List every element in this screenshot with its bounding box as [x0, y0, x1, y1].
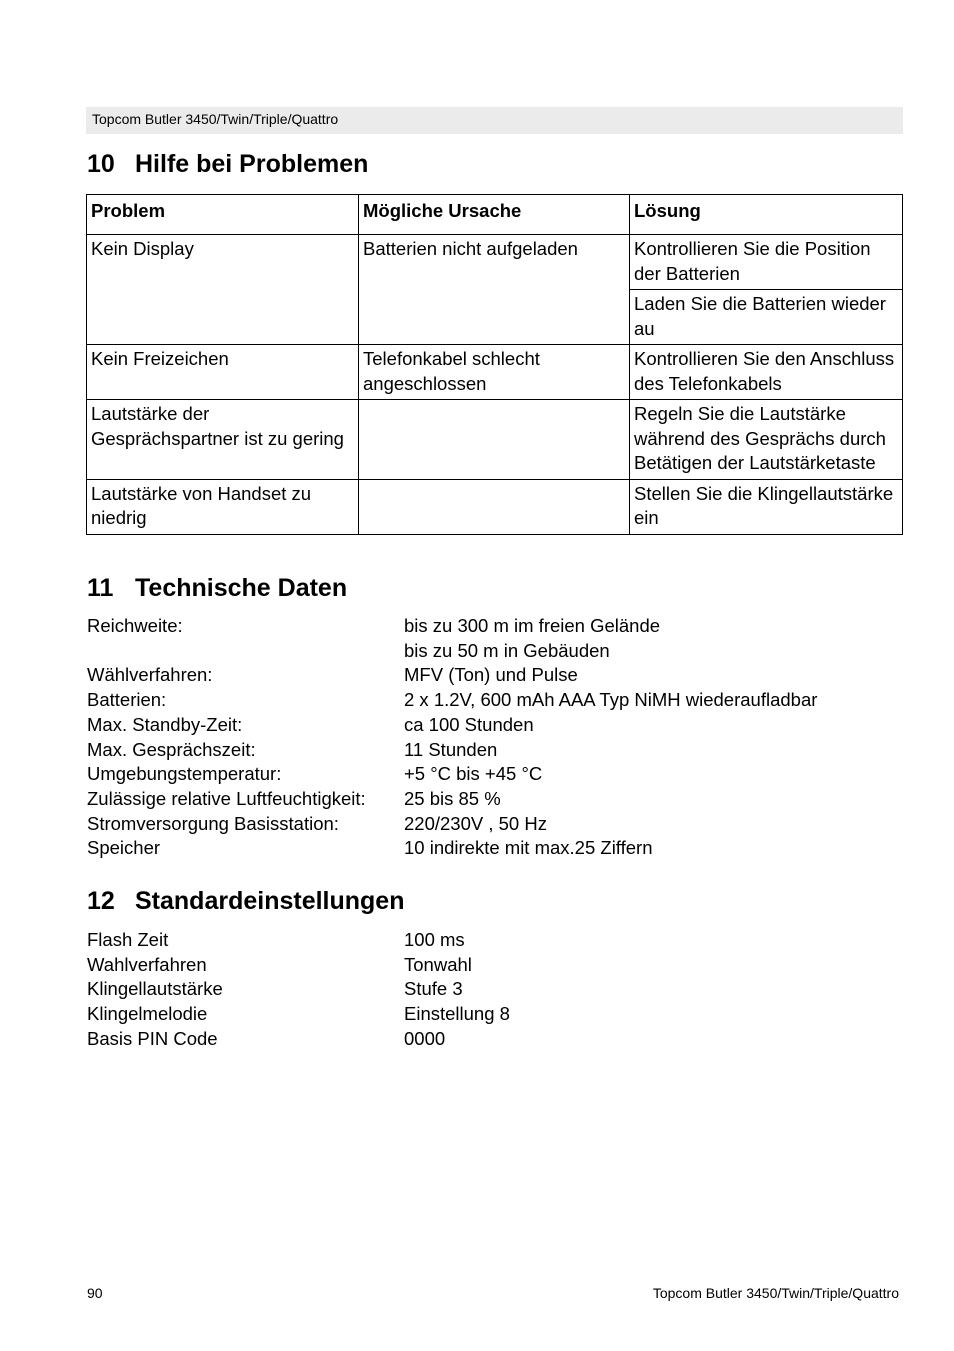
spec-value: bis zu 50 m in Gebäuden — [404, 639, 610, 661]
spec-value: 10 indirekte mit max.25 Ziffern — [404, 837, 653, 859]
setting-label: Klingellautstärke — [87, 978, 223, 1000]
list-item — [87, 1027, 917, 1052]
cell-cause — [359, 479, 630, 534]
spec-label: Reichweite: — [87, 615, 183, 636]
setting-label: Wahlverfahren — [87, 953, 207, 975]
troubleshooting-table — [86, 194, 903, 535]
spec-label: Wählverfahren: — [87, 664, 213, 686]
list-item — [87, 977, 917, 1002]
list-item — [87, 738, 917, 763]
table-row — [87, 345, 903, 400]
setting-value: 0000 — [404, 1027, 446, 1049]
cell-solution: Laden Sie die Batterien wieder au — [630, 290, 903, 345]
cell-cause: Telefonkabel schlecht angeschlossen — [359, 345, 630, 400]
technical-data-list — [87, 614, 917, 861]
spec-value: 25 bis 85 % — [404, 787, 501, 809]
list-item — [87, 688, 917, 713]
setting-value: 100 ms — [404, 929, 465, 950]
cell-cause: Batterien nicht aufgeladen — [359, 235, 630, 345]
setting-label: Flash Zeit — [87, 929, 169, 950]
spec-value: ca 100 Stunden — [404, 713, 534, 735]
cell-cause — [359, 400, 630, 480]
spec-label: Stromversorgung Basisstation: — [87, 812, 339, 834]
table-row — [87, 400, 903, 480]
list-item — [87, 663, 917, 688]
cell-problem: Kein Freizeichen — [87, 345, 359, 400]
list-item — [87, 713, 917, 738]
section-10-title: Hilfe bei Problemen — [135, 150, 369, 178]
spec-value: +5 °C bis +45 °C — [404, 763, 543, 785]
section-12-heading — [87, 886, 404, 916]
list-item — [87, 787, 917, 812]
spec-label: Umgebungstemperatur: — [87, 763, 282, 785]
cell-problem: Lautstärke von Handset zu niedrig — [87, 479, 359, 534]
spec-label: Batterien: — [87, 689, 167, 711]
cell-problem: Kein Display — [87, 235, 359, 345]
cell-solution: Kontrollieren Sie die Position der Batterien — [630, 235, 903, 290]
spec-label — [87, 639, 404, 664]
section-12-number: 12 — [87, 887, 115, 915]
spec-label: Speicher — [87, 837, 161, 859]
setting-label: Klingelmelodie — [87, 1003, 208, 1025]
default-settings-list — [87, 928, 917, 1052]
cell-solution: Kontrollieren Sie den Anschluss des Telefonkabels — [630, 345, 903, 400]
cell-solution: Stellen Sie die Klingellautstärke ein — [630, 479, 903, 534]
section-10-heading — [87, 149, 368, 179]
page-number: 90 — [87, 1285, 103, 1301]
footer-text: Topcom Butler 3450/Twin/Triple/Quattro — [652, 1285, 899, 1301]
spec-label: Max. Gesprächszeit: — [87, 738, 256, 760]
list-item — [87, 953, 917, 978]
table-header-row — [87, 195, 903, 235]
section-11-heading — [87, 573, 347, 603]
table-row — [87, 235, 903, 290]
running-header-text: Topcom Butler 3450/Twin/Triple/Quattro — [92, 111, 339, 127]
section-11-title: Technische Daten — [135, 574, 348, 602]
setting-value: Einstellung 8 — [404, 1003, 510, 1025]
spec-value: 2 x 1.2V, 600 mAh AAA Typ NiMH wiederaufladbar — [404, 689, 818, 711]
column-header-cause: Mögliche Ursache — [359, 195, 630, 235]
running-header — [86, 107, 903, 134]
spec-label: Zulässige relative Luftfeuchtigkeit: — [87, 787, 366, 809]
list-item — [87, 812, 917, 837]
cell-problem: Lautstärke der Gesprächspartner ist zu gering — [87, 400, 359, 480]
cell-solution: Regeln Sie die Lautstärke während des Gesprächs durch Betätigen der Lautstärketaste — [630, 400, 903, 480]
list-item — [87, 1002, 917, 1027]
spec-value: 220/230V , 50 Hz — [404, 812, 547, 834]
section-12-title: Standardeinstellungen — [135, 887, 405, 915]
spec-value: MFV (Ton) und Pulse — [404, 664, 578, 686]
table-row — [87, 479, 903, 534]
setting-value: Tonwahl — [404, 953, 472, 975]
section-10-number: 10 — [87, 150, 115, 178]
setting-label: Basis PIN Code — [87, 1027, 218, 1049]
list-item — [87, 836, 917, 861]
spec-value: bis zu 300 m im freien Gelände — [404, 615, 661, 636]
spec-label: Max. Standby-Zeit: — [87, 713, 243, 735]
list-item — [87, 614, 917, 639]
list-item — [87, 928, 917, 953]
setting-value: Stufe 3 — [404, 978, 463, 1000]
list-item — [87, 639, 917, 664]
column-header-problem: Problem — [87, 195, 359, 235]
column-header-solution: Lösung — [630, 195, 903, 235]
list-item — [87, 762, 917, 787]
spec-value: 11 Stunden — [404, 738, 498, 760]
section-11-number: 11 — [87, 574, 114, 602]
